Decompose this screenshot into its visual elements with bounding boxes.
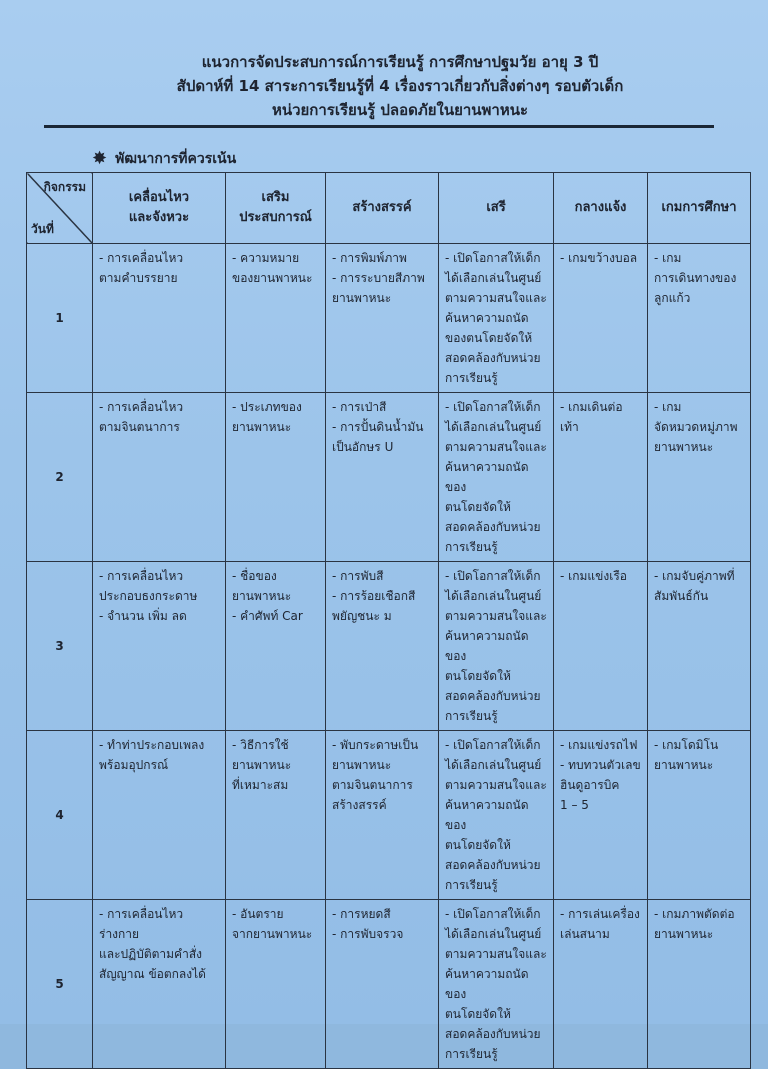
activity-cell <box>326 731 439 900</box>
activity-cell <box>554 393 648 562</box>
activity-cell-line: สัมพันธ์กัน <box>654 589 709 603</box>
activity-cell <box>439 393 554 562</box>
activity-cell-line: เล่นสนาม <box>560 927 610 941</box>
activity-cell-line: - เกมเดินต่อเท้า <box>560 400 623 434</box>
column-header-line: กลางแจ้ง <box>574 200 627 215</box>
activity-cell-line: ลูกแก้ว <box>654 291 691 305</box>
activity-cell-line: พร้อมอุปกรณ์ <box>99 758 169 772</box>
table-row <box>27 900 751 1069</box>
activity-cell <box>326 900 439 1069</box>
activity-cell-line: ตนโดยจัดให้ <box>445 500 511 514</box>
activity-cell-line: การเรียนรู้ <box>445 1047 498 1061</box>
day-number-cell: 4 <box>27 731 93 900</box>
activity-cell-line: - ชื่อของ <box>232 569 277 583</box>
activity-cell-line: ได้เลือกเล่นในศูนย์ <box>445 758 542 772</box>
activity-cell-line: ตามจินตนาการ <box>99 420 180 434</box>
activity-cell-line: - เกม <box>654 251 682 265</box>
column-header-line: เสริม <box>261 190 290 205</box>
activity-cell-line: - การเล่นเครื่อง <box>560 907 640 921</box>
day-number-cell: 1 <box>27 244 93 393</box>
activity-cell <box>648 731 751 900</box>
activity-cell-line: - การพับจรวจ <box>332 927 404 941</box>
activity-cell-line: การเรียนรู้ <box>445 371 498 385</box>
activity-cell-line: ได้เลือกเล่นในศูนย์ <box>445 589 542 603</box>
activity-cell-line: ค้นหาความถนัด <box>445 311 529 325</box>
activity-cell <box>439 900 554 1069</box>
activity-cell-line: - การปั้นดินน้ำมัน <box>332 420 424 434</box>
activity-cell-line: ตามความสนใจและ <box>445 609 547 623</box>
activity-cell-line: - ทำท่าประกอบเพลง <box>99 738 205 752</box>
activity-cell-line: พยัญชนะ ม <box>332 609 392 623</box>
activity-cell-line: - การเคลื่อนไหว <box>99 251 184 265</box>
activity-cell-line: - เกมขว้างบอล <box>560 251 638 265</box>
activity-cell-line: การเรียนรู้ <box>445 709 498 723</box>
activity-cell <box>554 900 648 1069</box>
column-header-experience <box>226 173 326 244</box>
activity-cell <box>226 244 326 393</box>
activity-cell-line: ค้นหาความถนัดของ <box>445 629 529 663</box>
activity-cell-line: ยานพาหนะ <box>232 420 292 434</box>
activity-cell-line: จัดหมวดหมู่ภาพ <box>654 420 738 434</box>
activity-cell-line: สอดคล้องกับหน่วย <box>445 689 541 703</box>
activity-cell-line: ตามความสนใจและ <box>445 291 547 305</box>
activity-cell <box>439 562 554 731</box>
activity-cell <box>554 244 648 393</box>
activity-cell-line: - เกมภาพตัดต่อ <box>654 907 735 921</box>
activity-cell-line: ค้นหาความถนัดของ <box>445 798 529 832</box>
activity-cell-line: - การพิมพ์ภาพ <box>332 251 407 265</box>
activity-cell <box>226 731 326 900</box>
column-header-line: สร้างสรรค์ <box>352 200 412 215</box>
activity-cell-line: - เกมโดมิโน <box>654 738 719 752</box>
activity-cell-line: ได้เลือกเล่นในศูนย์ <box>445 271 542 285</box>
activity-cell <box>648 900 751 1069</box>
activity-cell <box>554 731 648 900</box>
activity-cell-line: ประกอบธงกระดาษ <box>99 589 198 603</box>
day-number-cell: 3 <box>27 562 93 731</box>
activity-cell <box>93 393 226 562</box>
activity-cell-line: ฮินดูอารบิค <box>560 778 620 792</box>
column-header-creative <box>326 173 439 244</box>
activity-cell-line: จากยานพาหนะ <box>232 927 313 941</box>
star-burst-icon: ✸ <box>92 148 108 169</box>
activity-cell-line: ตามความสนใจและ <box>445 947 547 961</box>
activity-cell-line: - วิธีการใช้ <box>232 738 289 752</box>
activity-cell-line: - เปิดโอกาสให้เด็ก <box>445 400 541 414</box>
activity-cell-line: ได้เลือกเล่นในศูนย์ <box>445 420 542 434</box>
column-header-free-play <box>439 173 554 244</box>
activity-header-label: กิจกรรม <box>43 180 86 194</box>
activity-cell <box>226 562 326 731</box>
activity-cell-line: - ความหมาย <box>232 251 300 265</box>
section-heading <box>92 148 236 170</box>
activity-cell-line: - เกม <box>654 400 682 414</box>
table-row <box>27 244 751 393</box>
section-heading-label: พัฒนาการที่ควรเน้น <box>115 151 237 167</box>
activity-cell-line: การเดินทางของ <box>654 271 737 285</box>
activity-cell-line: - ประเภทของ <box>232 400 302 414</box>
column-header-movement <box>93 173 226 244</box>
activity-cell-line: ตนโดยจัดให้ <box>445 838 511 852</box>
activity-cell-line: ยานพาหนะ <box>654 927 714 941</box>
activity-cell-line: การเรียนรู้ <box>445 540 498 554</box>
activity-cell-line: และปฏิบัติตามคำสั่ง <box>99 947 203 961</box>
table-row <box>27 393 751 562</box>
document-title-line-3: หน่วยการเรียนรู้ ปลอดภัยในยานพาหนะ <box>271 101 529 119</box>
activity-cell-line: ตามจินตนาการ <box>332 778 413 792</box>
column-header-outdoor <box>554 173 648 244</box>
day-header-label: วันที่ <box>31 222 54 236</box>
activity-cell-line: - เกมจับคู่ภาพที่ <box>654 569 735 583</box>
activity-cell-line: ตามความสนใจและ <box>445 440 547 454</box>
activity-cell-line: ยานพาหนะ <box>332 291 392 305</box>
activity-cell-line: ยานพาหนะ <box>654 440 714 454</box>
activity-cell-line: 1 – 5 <box>560 798 589 812</box>
table-row <box>27 562 751 731</box>
activity-cell-line: - คำศัพท์ Car <box>232 609 303 623</box>
activity-cell-line: การเรียนรู้ <box>445 878 498 892</box>
activity-cell-line: - เกมแข่งเรือ <box>560 569 627 583</box>
column-header-line: เสรี <box>486 200 506 215</box>
column-header-educational-game <box>648 173 751 244</box>
activity-cell-line: ตนโดยจัดให้ <box>445 669 511 683</box>
activity-cell <box>648 393 751 562</box>
activity-cell <box>439 731 554 900</box>
activity-cell <box>439 244 554 393</box>
activity-cell-line: - พับกระดาษเป็น <box>332 738 419 752</box>
activity-schedule-table <box>26 172 751 1069</box>
corner-header-cell <box>27 173 93 244</box>
activity-cell-line: ยานพาหนะ <box>654 758 714 772</box>
activity-cell-line: สัญญาณ ข้อตกลงได้ <box>99 967 206 981</box>
activity-cell-line: - การหยดสี <box>332 907 391 921</box>
activity-cell-line: - การเป่าสี <box>332 400 387 414</box>
day-number-cell: 5 <box>27 900 93 1069</box>
activity-cell-line: สอดคล้องกับหน่วย <box>445 520 541 534</box>
activity-cell <box>648 562 751 731</box>
activity-cell-line: - การเคลื่อนไหว <box>99 569 184 583</box>
activity-cell-line: ของยานพาหนะ <box>232 271 313 285</box>
column-header-line: เกมการศึกษา <box>661 200 737 215</box>
activity-cell <box>93 900 226 1069</box>
activity-cell-line: - เกมแข่งรถไฟ <box>560 738 638 752</box>
table-header-row <box>27 173 751 244</box>
activity-cell <box>226 393 326 562</box>
activity-cell-line: ของตนโดยจัดให้ <box>445 331 533 345</box>
activity-cell-line: ยานพาหนะ <box>332 758 392 772</box>
activity-cell-line: - การระบายสีภาพ <box>332 271 425 285</box>
activity-cell-line: ค้นหาความถนัดของ <box>445 967 529 1001</box>
activity-cell-line: - การเคลื่อนไหว <box>99 400 184 414</box>
activity-cell <box>93 562 226 731</box>
activity-cell-line: - เปิดโอกาสให้เด็ก <box>445 251 541 265</box>
activity-cell-line: เป็นอักษร U <box>332 440 394 454</box>
activity-cell-line: ได้เลือกเล่นในศูนย์ <box>445 927 542 941</box>
activity-cell-line: ที่เหมาะสม <box>232 778 289 792</box>
activity-cell-line: สอดคล้องกับหน่วย <box>445 351 541 365</box>
activity-cell <box>648 244 751 393</box>
activity-cell-line: - เปิดโอกาสให้เด็ก <box>445 907 541 921</box>
activity-cell-line: - จำนวน เพิ่ม ลด <box>99 609 187 623</box>
activity-cell-line: - เปิดโอกาสให้เด็ก <box>445 738 541 752</box>
activity-cell-line: ค้นหาความถนัดของ <box>445 460 529 494</box>
column-header-line: ประสบการณ์ <box>239 210 312 225</box>
activity-cell-line: สร้างสรรค์ <box>332 798 387 812</box>
document-title-line-1: แนวการจัดประสบการณ์การเรียนรู้ การศึกษาปฐมวัย อายุ 3 ปี <box>201 53 599 71</box>
activity-cell-line: ตนโดยจัดให้ <box>445 1007 511 1021</box>
activity-cell <box>554 562 648 731</box>
activity-cell <box>93 244 226 393</box>
activity-cell-line: ยานพาหนะ <box>232 589 292 603</box>
title-divider <box>44 125 714 128</box>
activity-cell-line: - เปิดโอกาสให้เด็ก <box>445 569 541 583</box>
table-row <box>27 731 751 900</box>
column-header-line: และจังหวะ <box>128 210 190 225</box>
activity-cell <box>326 393 439 562</box>
activity-cell <box>326 562 439 731</box>
activity-cell-line: - อันตราย <box>232 907 284 921</box>
activity-cell <box>326 244 439 393</box>
day-number-cell: 2 <box>27 393 93 562</box>
activity-cell-line: - ทบทวนตัวเลข <box>560 758 641 772</box>
activity-cell-line: - การเคลื่อนไหวร่างกาย <box>99 907 184 941</box>
document-title-line-2: สัปดาห์ที่ 14 สาระการเรียนรู้ที่ 4 เรื่องราวเกี่ยวกับสิ่งต่างๆ รอบตัวเด็ก <box>176 77 624 95</box>
activity-cell-line: ยานพาหนะ <box>232 758 292 772</box>
activity-cell-line: ตามคำบรรยาย <box>99 271 178 285</box>
activity-cell-line: สอดคล้องกับหน่วย <box>445 858 541 872</box>
activity-cell-line: - การร้อยเชือกสี <box>332 589 416 603</box>
column-header-line: เคลื่อนไหว <box>128 190 190 205</box>
activity-cell-line: ตามความสนใจและ <box>445 778 547 792</box>
activity-cell-line: - การพับสี <box>332 569 384 583</box>
activity-cell <box>226 900 326 1069</box>
activity-cell <box>93 731 226 900</box>
activity-cell-line: สอดคล้องกับหน่วย <box>445 1027 541 1041</box>
